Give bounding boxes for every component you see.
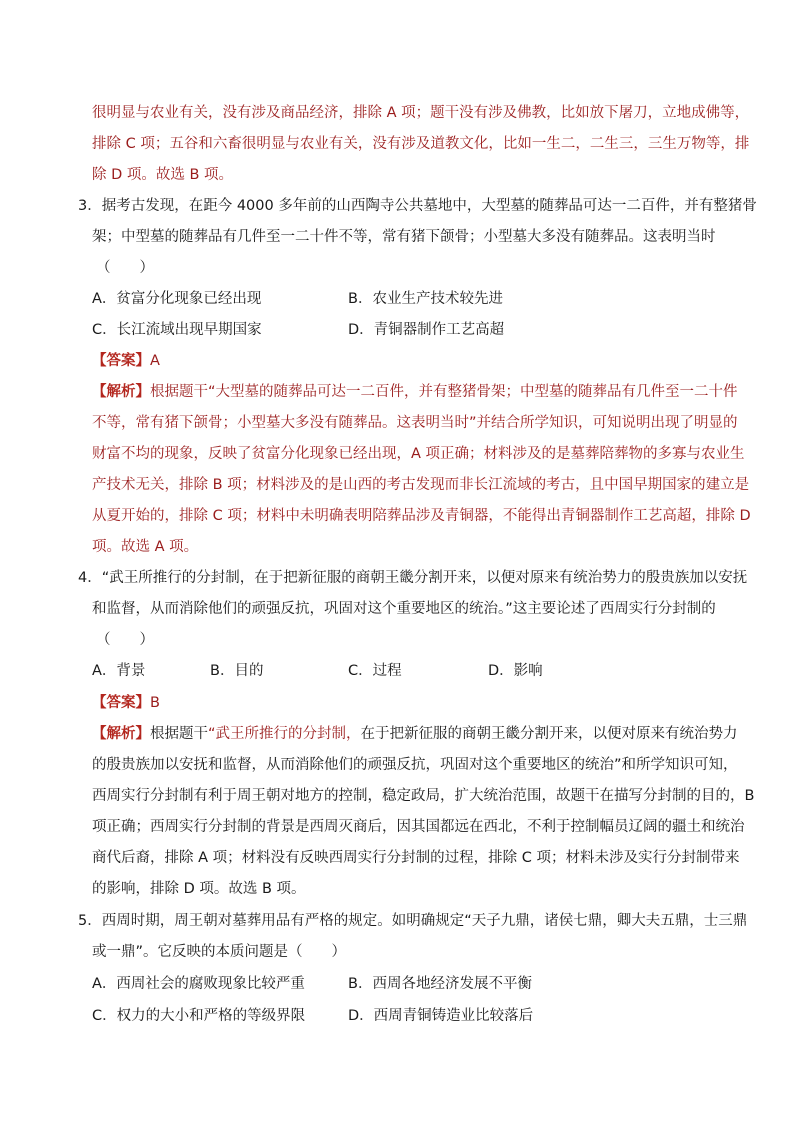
q4-stem-line-1: 4．“武王所推行的分封制，在于把新征服的商朝王畿分割开来，以便对原来有统治势力的殷贵族加以安抚 [78, 570, 748, 586]
analysis-prefix: 根据题干 [150, 726, 208, 742]
q3-option-b: B．农业生产技术较先进 [348, 291, 503, 307]
q3-analysis-line-5: 从夏开始的，排除 C 项；材料中未明确表明陪葬品涉及青铜器，不能得出青铜器制作工艺高超，排除 D [92, 508, 751, 524]
q4-analysis-line-4: 项正确；西周实行分封制的背景是西周灭商后，因其国都远在西北，不利于控制幅员辽阔的疆土和统治 [92, 819, 745, 835]
q3-stem-line-1: 3．据考古发现，在距今 4000 多年前的山西陶寺公共墓地中，大型墓的随葬品可达一二百件，并有整猪骨 [78, 198, 757, 214]
q2-analysis-line-2: 排除 C 项；五谷和六畜很明显与农业有关，没有涉及道教文化，比如一生二，二生三，三生万物等，排 [92, 136, 750, 152]
q3-answer [92, 351, 160, 371]
q3-option-d: D．青铜器制作工艺高超 [348, 322, 505, 338]
answer-value: B [150, 695, 160, 711]
q2-analysis-line-3: 除 D 项。故选 B 项。 [92, 167, 234, 183]
q3-stem-line-2: 架；中型墓的随葬品有几件至一二十件不等，常有猪下颌骨；小型墓大多没有随葬品。这表明当时 [92, 229, 716, 245]
analysis-text: 根据题干“大型墓的随葬品可达一二百件，并有整猪骨架；中型墓的随葬品有几件至一二十件 [150, 384, 738, 400]
q3-analysis-line-6: 项。故选 A 项。 [92, 539, 199, 555]
q4-stem-line-2: 和监督，从而消除他们的顽强反抗，巩固对这个重要地区的统治。”这主要论述了西周实行分封制的 [92, 601, 716, 617]
q3-option-c: C．长江流域出现早期国家 [92, 322, 262, 338]
q5-stem-line-2: 或一鼎”。它反映的本质问题是（ ） [92, 944, 347, 960]
q4-option-b: B．目的 [210, 663, 264, 679]
q3-analysis-line-1 [92, 382, 738, 402]
q3-option-a: A．贫富分化现象已经出现 [92, 291, 262, 307]
q4-analysis-line-6: 的影响，排除 D 项。故选 B 项。 [92, 881, 306, 897]
q5-option-b: B．西周各地经济发展不平衡 [348, 976, 532, 992]
answer-tag: 【答案】 [92, 695, 150, 711]
q3-analysis-line-3: 财富不均的现象，反映了贫富分化现象已经出现，A 项正确；材料涉及的是墓葬陪葬物的多寡与农业生 [92, 446, 745, 462]
q3-analysis-line-2: 不等，常有猪下颌骨；小型墓大多没有随葬品。这表明当时”并结合所学知识，可知说明出现了明显的 [92, 415, 738, 431]
q4-analysis-line-3: 西周实行分封制有利于周王朝对地方的控制，稳定政局，扩大统治范围，故题干在描写分封制的目的，B [92, 788, 755, 804]
q2-analysis-line-1: 很明显与农业有关，没有涉及商品经济，排除 A 项；题干没有涉及佛教，比如放下屠刀，立地成佛等， [92, 105, 750, 121]
q3-analysis-line-4: 产技术无关，排除 B 项；材料涉及的是山西的考古发现而非长江流域的考古，且中国早期国家的建立是 [92, 477, 750, 493]
q4-option-a: A．背景 [92, 663, 146, 679]
q4-analysis-line-2: 的殷贵族加以安抚和监督，从而消除他们的顽强反抗，巩固对这个重要地区的统治”和所学知识可知， [92, 757, 738, 773]
q4-answer [92, 693, 160, 713]
analysis-quote: “武王所推行的分封制， [208, 726, 361, 742]
q5-option-d: D．西周青铜铸造业比较落后 [348, 1008, 534, 1024]
q4-analysis-line-1 [92, 724, 738, 744]
q5-option-c: C．权力的大小和严格的等级界限 [92, 1008, 306, 1024]
answer-tag: 【答案】 [92, 353, 150, 369]
q3-stem-line-3: （ ） [96, 260, 154, 276]
q4-option-d: D．影响 [488, 663, 543, 679]
analysis-rest: 在于把新征服的商朝王畿分割开来，以便对原来有统治势力 [360, 726, 738, 742]
analysis-tag: 【解析】 [92, 726, 150, 742]
q5-option-a: A．西周社会的腐败现象比较严重 [92, 976, 305, 992]
q4-stem-line-3: （ ） [96, 632, 154, 648]
q5-stem-line-1: 5．西周时期，周王朝对墓葬用品有严格的规定。如明确规定“天子九鼎，诸侯七鼎，卿大夫五鼎，士三鼎 [78, 913, 748, 929]
q4-option-c: C．过程 [348, 663, 402, 679]
analysis-tag: 【解析】 [92, 384, 150, 400]
answer-value: A [150, 353, 160, 369]
q4-analysis-line-5: 商代后裔，排除 A 项；材料没有反映西周实行分封制的过程，排除 C 项；材料未涉及实行分封制带来 [92, 850, 740, 866]
